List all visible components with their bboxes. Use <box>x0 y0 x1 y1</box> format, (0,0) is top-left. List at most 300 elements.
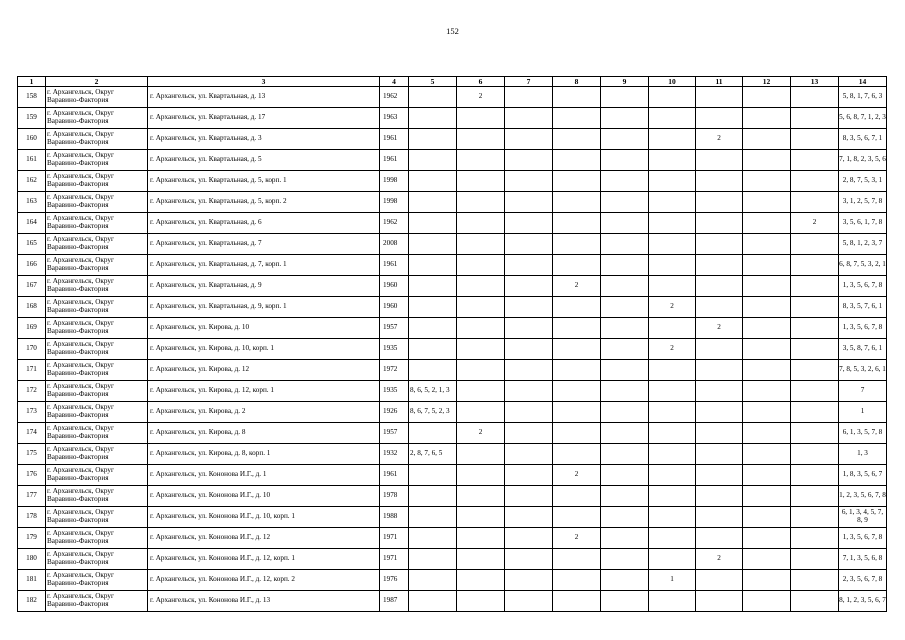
table-cell-col-12 <box>743 213 791 234</box>
table-cell-col-6 <box>457 171 505 192</box>
table-cell-col-3: г. Архангельск, ул. Квартальная, д. 7 <box>148 234 380 255</box>
table-cell-col-4: 1987 <box>380 591 409 612</box>
table-cell-col-3: г. Архангельск, ул. Квартальная, д. 5, корп. 1 <box>148 171 380 192</box>
table-cell-col-10 <box>649 171 696 192</box>
table-cell-col-12 <box>743 402 791 423</box>
table-cell-col-8 <box>553 486 601 507</box>
table-cell-col-5 <box>409 129 457 150</box>
table-cell-col-11 <box>696 192 743 213</box>
table-cell-col-1: 174 <box>18 423 46 444</box>
table-row <box>18 591 887 612</box>
table-cell-col-3: г. Архангельск, ул. Кононова И.Г., д. 10, корп. 1 <box>148 507 380 528</box>
table-cell-col-14: 6, 8, 7, 5, 3, 2, 1 <box>839 255 887 276</box>
table-cell-col-8 <box>553 234 601 255</box>
table-cell-col-6 <box>457 192 505 213</box>
table-cell-col-9 <box>601 528 649 549</box>
table-cell-col-12 <box>743 381 791 402</box>
table-cell-col-5 <box>409 297 457 318</box>
table-cell-col-3: г. Архангельск, ул. Квартальная, д. 5, корп. 2 <box>148 192 380 213</box>
table-cell-col-8: 2 <box>553 276 601 297</box>
table-cell-col-4: 1962 <box>380 213 409 234</box>
table-cell-col-11 <box>696 423 743 444</box>
table-cell-col-6 <box>457 255 505 276</box>
table-cell-col-8 <box>553 129 601 150</box>
table-cell-col-11 <box>696 591 743 612</box>
table-cell-col-2: г. Архангельск, Округ Варавино-Фактория <box>46 360 148 381</box>
table-cell-col-2: г. Архангельск, Округ Варавино-Фактория <box>46 465 148 486</box>
table-row <box>18 129 887 150</box>
table-cell-col-2: г. Архангельск, Округ Варавино-Фактория <box>46 591 148 612</box>
table-cell-col-13 <box>791 108 839 129</box>
table-cell-col-12 <box>743 108 791 129</box>
table-cell-col-12 <box>743 465 791 486</box>
table-row <box>18 360 887 381</box>
table-cell-col-8 <box>553 339 601 360</box>
table-cell-col-9 <box>601 108 649 129</box>
table-cell-col-12 <box>743 591 791 612</box>
table-cell-col-6 <box>457 150 505 171</box>
table-row <box>18 255 887 276</box>
table-cell-col-12 <box>743 339 791 360</box>
table-row <box>18 234 887 255</box>
table-cell-col-13 <box>791 87 839 108</box>
table-cell-col-6 <box>457 213 505 234</box>
table-cell-col-10 <box>649 129 696 150</box>
table-cell-col-13 <box>791 297 839 318</box>
table-cell-col-13 <box>791 570 839 591</box>
table-cell-col-3: г. Архангельск, ул. Квартальная, д. 9, корп. 1 <box>148 297 380 318</box>
table-cell-col-2: г. Архангельск, Округ Варавино-Фактория <box>46 255 148 276</box>
table-cell-col-14: 1 <box>839 402 887 423</box>
table-cell-col-1: 180 <box>18 549 46 570</box>
table-cell-col-3: г. Архангельск, ул. Квартальная, д. 13 <box>148 87 380 108</box>
table-cell-col-9 <box>601 87 649 108</box>
table-cell-col-5: 8, 6, 5, 2, 1, 3 <box>409 381 457 402</box>
table-cell-col-8 <box>553 297 601 318</box>
table-cell-col-13 <box>791 402 839 423</box>
table-cell-col-1: 182 <box>18 591 46 612</box>
table-cell-col-10 <box>649 150 696 171</box>
table-cell-col-5 <box>409 423 457 444</box>
table-cell-col-2: г. Архангельск, Округ Варавино-Фактория <box>46 108 148 129</box>
table-cell-col-14: 6, 1, 3, 5, 7, 8 <box>839 423 887 444</box>
table-cell-col-4: 1932 <box>380 444 409 465</box>
table-cell-col-6 <box>457 465 505 486</box>
table-cell-col-8: 2 <box>553 528 601 549</box>
table-row <box>18 297 887 318</box>
table-cell-col-9 <box>601 507 649 528</box>
table-body <box>18 87 887 612</box>
table-cell-col-7 <box>505 528 553 549</box>
table-cell-col-5 <box>409 528 457 549</box>
table-row <box>18 213 887 234</box>
table-cell-col-10 <box>649 276 696 297</box>
table-cell-col-13 <box>791 192 839 213</box>
table-cell-col-11 <box>696 171 743 192</box>
table-cell-col-12 <box>743 423 791 444</box>
table-cell-col-11 <box>696 360 743 381</box>
table-cell-col-1: 165 <box>18 234 46 255</box>
table-cell-col-14: 7 <box>839 381 887 402</box>
table-cell-col-8: 2 <box>553 465 601 486</box>
table-cell-col-13 <box>791 528 839 549</box>
table-cell-col-7 <box>505 549 553 570</box>
table-cell-col-4: 1935 <box>380 381 409 402</box>
table-cell-col-2: г. Архангельск, Округ Варавино-Фактория <box>46 423 148 444</box>
table-cell-col-14: 7, 1, 8, 2, 3, 5, 6 <box>839 150 887 171</box>
table-cell-col-13 <box>791 591 839 612</box>
table-cell-col-11: 2 <box>696 129 743 150</box>
table-cell-col-10 <box>649 213 696 234</box>
table-cell-col-7 <box>505 297 553 318</box>
table-cell-col-13: 2 <box>791 213 839 234</box>
column-header-4: 4 <box>380 77 409 87</box>
table-cell-col-9 <box>601 213 649 234</box>
table-cell-col-3: г. Архангельск, ул. Квартальная, д. 7, корп. 1 <box>148 255 380 276</box>
table-cell-col-7 <box>505 507 553 528</box>
table-cell-col-5 <box>409 360 457 381</box>
table-cell-col-4: 1961 <box>380 129 409 150</box>
table-cell-col-8 <box>553 402 601 423</box>
table-cell-col-7 <box>505 108 553 129</box>
table-cell-col-11 <box>696 213 743 234</box>
table-cell-col-12 <box>743 360 791 381</box>
table-cell-col-1: 159 <box>18 108 46 129</box>
table-cell-col-11 <box>696 465 743 486</box>
table-cell-col-2: г. Архангельск, Округ Варавино-Фактория <box>46 486 148 507</box>
page-number: 152 <box>446 26 459 36</box>
table-cell-col-6 <box>457 360 505 381</box>
table-cell-col-6 <box>457 549 505 570</box>
table-cell-col-10 <box>649 465 696 486</box>
table-cell-col-3: г. Архангельск, ул. Кононова И.Г., д. 1 <box>148 465 380 486</box>
table-cell-col-7 <box>505 591 553 612</box>
table-cell-col-2: г. Архангельск, Округ Варавино-Фактория <box>46 171 148 192</box>
table-cell-col-1: 161 <box>18 150 46 171</box>
table-cell-col-2: г. Архангельск, Округ Варавино-Фактория <box>46 381 148 402</box>
table-cell-col-13 <box>791 318 839 339</box>
table-cell-col-9 <box>601 381 649 402</box>
table-cell-col-12 <box>743 570 791 591</box>
table-cell-col-10 <box>649 87 696 108</box>
table-cell-col-9 <box>601 150 649 171</box>
table-cell-col-9 <box>601 318 649 339</box>
table-cell-col-2: г. Архангельск, Округ Варавино-Фактория <box>46 549 148 570</box>
table-cell-col-12 <box>743 192 791 213</box>
table-cell-col-13 <box>791 276 839 297</box>
table-cell-col-4: 1972 <box>380 360 409 381</box>
column-header-5: 5 <box>409 77 457 87</box>
table-cell-col-14: 6, 1, 3, 4, 5, 7, 8, 9 <box>839 507 887 528</box>
table-cell-col-5 <box>409 339 457 360</box>
table-cell-col-9 <box>601 255 649 276</box>
table-cell-col-1: 158 <box>18 87 46 108</box>
table-cell-col-14: 3, 1, 2, 5, 7, 8 <box>839 192 887 213</box>
table-cell-col-8 <box>553 108 601 129</box>
table-cell-col-6: 2 <box>457 423 505 444</box>
table-cell-col-12 <box>743 255 791 276</box>
table-cell-col-10 <box>649 444 696 465</box>
table-cell-col-12 <box>743 150 791 171</box>
table-cell-col-14: 1, 8, 3, 5, 6, 7 <box>839 465 887 486</box>
table-cell-col-13 <box>791 486 839 507</box>
table-cell-col-2: г. Архангельск, Округ Варавино-Фактория <box>46 339 148 360</box>
table-cell-col-14: 8, 1, 2, 3, 5, 6, 7 <box>839 591 887 612</box>
column-header-9: 9 <box>601 77 649 87</box>
table-cell-col-9 <box>601 360 649 381</box>
table-cell-col-9 <box>601 339 649 360</box>
table-cell-col-3: г. Архангельск, ул. Квартальная, д. 5 <box>148 150 380 171</box>
table-cell-col-11 <box>696 339 743 360</box>
table-cell-col-9 <box>601 129 649 150</box>
table-cell-col-4: 1957 <box>380 318 409 339</box>
table-row <box>18 444 887 465</box>
table-cell-col-13 <box>791 465 839 486</box>
table-row <box>18 423 887 444</box>
table-cell-col-2: г. Архангельск, Округ Варавино-Фактория <box>46 213 148 234</box>
table-cell-col-9 <box>601 234 649 255</box>
table-cell-col-14: 2, 8, 7, 5, 3, 1 <box>839 171 887 192</box>
table-cell-col-4: 1971 <box>380 549 409 570</box>
table-cell-col-4: 1976 <box>380 570 409 591</box>
table-cell-col-4: 1962 <box>380 87 409 108</box>
table-row <box>18 402 887 423</box>
table-row <box>18 570 887 591</box>
table-cell-col-8 <box>553 255 601 276</box>
table-cell-col-9 <box>601 465 649 486</box>
table-cell-col-4: 1971 <box>380 528 409 549</box>
table-cell-col-5 <box>409 213 457 234</box>
table-cell-col-11 <box>696 402 743 423</box>
table-cell-col-4: 1961 <box>380 465 409 486</box>
table-cell-col-10 <box>649 108 696 129</box>
table-row <box>18 171 887 192</box>
column-header-7: 7 <box>505 77 553 87</box>
column-header-2: 2 <box>46 77 148 87</box>
table-cell-col-9 <box>601 423 649 444</box>
table-cell-col-5 <box>409 192 457 213</box>
table-cell-col-7 <box>505 87 553 108</box>
table-cell-col-6 <box>457 276 505 297</box>
table-cell-col-8 <box>553 318 601 339</box>
table-cell-col-5 <box>409 549 457 570</box>
table-cell-col-5 <box>409 234 457 255</box>
table-cell-col-2: г. Архангельск, Округ Варавино-Фактория <box>46 297 148 318</box>
table-cell-col-11: 2 <box>696 318 743 339</box>
table-cell-col-9 <box>601 276 649 297</box>
table-cell-col-14: 7, 1, 3, 5, 6, 8 <box>839 549 887 570</box>
table-cell-col-2: г. Архангельск, Округ Варавино-Фактория <box>46 444 148 465</box>
table-cell-col-6 <box>457 444 505 465</box>
table-cell-col-14: 1, 2, 3, 5, 6, 7, 8 <box>839 486 887 507</box>
table-cell-col-1: 173 <box>18 402 46 423</box>
table-cell-col-6 <box>457 528 505 549</box>
table-cell-col-3: г. Архангельск, ул. Кирова, д. 2 <box>148 402 380 423</box>
table-cell-col-2: г. Архангельск, Округ Варавино-Фактория <box>46 402 148 423</box>
table-cell-col-13 <box>791 381 839 402</box>
table-cell-col-11 <box>696 444 743 465</box>
table-cell-col-4: 1960 <box>380 276 409 297</box>
table-header-row <box>18 77 887 87</box>
table-cell-col-1: 170 <box>18 339 46 360</box>
table-cell-col-8 <box>553 381 601 402</box>
table-cell-col-7 <box>505 171 553 192</box>
table-cell-col-7 <box>505 486 553 507</box>
table-cell-col-12 <box>743 528 791 549</box>
table-cell-col-3: г. Архангельск, ул. Кононова И.Г., д. 10 <box>148 486 380 507</box>
table-cell-col-14: 2, 3, 5, 6, 7, 8 <box>839 570 887 591</box>
table-cell-col-1: 167 <box>18 276 46 297</box>
table-cell-col-11 <box>696 381 743 402</box>
table-cell-col-7 <box>505 360 553 381</box>
table-row <box>18 528 887 549</box>
table-cell-col-6 <box>457 507 505 528</box>
table-row <box>18 465 887 486</box>
table-cell-col-13 <box>791 234 839 255</box>
table-cell-col-8 <box>553 150 601 171</box>
table-cell-col-6: 2 <box>457 87 505 108</box>
table-cell-col-10 <box>649 423 696 444</box>
table-cell-col-5: 8, 6, 7, 5, 2, 3 <box>409 402 457 423</box>
table-cell-col-13 <box>791 150 839 171</box>
table-cell-col-1: 178 <box>18 507 46 528</box>
table-cell-col-13 <box>791 255 839 276</box>
table-cell-col-3: г. Архангельск, ул. Квартальная, д. 17 <box>148 108 380 129</box>
table-cell-col-2: г. Архангельск, Округ Варавино-Фактория <box>46 507 148 528</box>
table-cell-col-14: 8, 3, 5, 7, 6, 1 <box>839 297 887 318</box>
column-header-1: 1 <box>18 77 46 87</box>
table-cell-col-7 <box>505 444 553 465</box>
table-cell-col-9 <box>601 402 649 423</box>
table-cell-col-2: г. Архангельск, Округ Варавино-Фактория <box>46 528 148 549</box>
table-cell-col-10 <box>649 402 696 423</box>
table-row <box>18 150 887 171</box>
table-cell-col-5 <box>409 591 457 612</box>
table-row <box>18 507 887 528</box>
table-cell-col-8 <box>553 360 601 381</box>
table-cell-col-1: 177 <box>18 486 46 507</box>
table-cell-col-13 <box>791 423 839 444</box>
table-cell-col-3: г. Архангельск, ул. Кононова И.Г., д. 12, корп. 2 <box>148 570 380 591</box>
table-cell-col-6 <box>457 381 505 402</box>
table-cell-col-6 <box>457 339 505 360</box>
table-cell-col-1: 179 <box>18 528 46 549</box>
table-cell-col-3: г. Архангельск, ул. Кононова И.Г., д. 12 <box>148 528 380 549</box>
table-cell-col-3: г. Архангельск, ул. Квартальная, д. 6 <box>148 213 380 234</box>
table-cell-col-6 <box>457 129 505 150</box>
table-cell-col-14: 8, 3, 5, 6, 7, 1 <box>839 129 887 150</box>
table-cell-col-12 <box>743 444 791 465</box>
column-header-10: 10 <box>649 77 696 87</box>
table-cell-col-2: г. Архангельск, Округ Варавино-Фактория <box>46 318 148 339</box>
column-header-6: 6 <box>457 77 505 87</box>
table-cell-col-9 <box>601 444 649 465</box>
table-cell-col-4: 1961 <box>380 255 409 276</box>
table-cell-col-6 <box>457 318 505 339</box>
table-cell-col-12 <box>743 318 791 339</box>
table-cell-col-7 <box>505 276 553 297</box>
table-cell-col-1: 162 <box>18 171 46 192</box>
table-row <box>18 192 887 213</box>
table-cell-col-10: 1 <box>649 570 696 591</box>
table-cell-col-7 <box>505 570 553 591</box>
table-cell-col-12 <box>743 507 791 528</box>
table-cell-col-11 <box>696 87 743 108</box>
table-cell-col-10 <box>649 486 696 507</box>
table-cell-col-13 <box>791 507 839 528</box>
table-cell-col-1: 160 <box>18 129 46 150</box>
table-row <box>18 276 887 297</box>
table-cell-col-5 <box>409 465 457 486</box>
table-cell-col-2: г. Архангельск, Округ Варавино-Фактория <box>46 129 148 150</box>
table-cell-col-14: 7, 8, 5, 3, 2, 6, 1 <box>839 360 887 381</box>
table-cell-col-3: г. Архангельск, ул. Кононова И.Г., д. 13 <box>148 591 380 612</box>
column-header-11: 11 <box>696 77 743 87</box>
table-cell-col-9 <box>601 591 649 612</box>
table-cell-col-10: 2 <box>649 297 696 318</box>
column-header-13: 13 <box>791 77 839 87</box>
table-cell-col-7 <box>505 192 553 213</box>
table-cell-col-5 <box>409 507 457 528</box>
table-cell-col-5: 2, 8, 7, 6, 5 <box>409 444 457 465</box>
table-cell-col-8 <box>553 213 601 234</box>
table-cell-col-3: г. Архангельск, ул. Кирова, д. 8, корп. 1 <box>148 444 380 465</box>
table-cell-col-7 <box>505 213 553 234</box>
table-cell-col-8 <box>553 591 601 612</box>
table-cell-col-9 <box>601 297 649 318</box>
table-cell-col-10 <box>649 192 696 213</box>
table-cell-col-14: 3, 5, 6, 1, 7, 8 <box>839 213 887 234</box>
table-cell-col-13 <box>791 129 839 150</box>
table-cell-col-7 <box>505 381 553 402</box>
table-cell-col-11 <box>696 108 743 129</box>
table-cell-col-8 <box>553 171 601 192</box>
table-cell-col-11 <box>696 486 743 507</box>
table-cell-col-4: 1926 <box>380 402 409 423</box>
table-cell-col-10: 2 <box>649 339 696 360</box>
register-table <box>17 76 887 612</box>
table-cell-col-4: 1998 <box>380 192 409 213</box>
table-cell-col-2: г. Архангельск, Округ Варавино-Фактория <box>46 570 148 591</box>
table-cell-col-9 <box>601 486 649 507</box>
table-cell-col-4: 1998 <box>380 171 409 192</box>
table-cell-col-1: 175 <box>18 444 46 465</box>
table-row <box>18 108 887 129</box>
table-cell-col-5 <box>409 276 457 297</box>
table-cell-col-5 <box>409 108 457 129</box>
table-cell-col-6 <box>457 402 505 423</box>
table-cell-col-14: 1, 3 <box>839 444 887 465</box>
table-row <box>18 87 887 108</box>
table-cell-col-10 <box>649 360 696 381</box>
table-cell-col-4: 2008 <box>380 234 409 255</box>
table-cell-col-2: г. Архангельск, Округ Варавино-Фактория <box>46 276 148 297</box>
table-cell-col-2: г. Архангельск, Округ Варавино-Фактория <box>46 234 148 255</box>
table-cell-col-4: 1957 <box>380 423 409 444</box>
table-cell-col-10 <box>649 528 696 549</box>
table-cell-col-9 <box>601 171 649 192</box>
table-cell-col-2: г. Архангельск, Округ Варавино-Фактория <box>46 150 148 171</box>
table-row <box>18 339 887 360</box>
table-cell-col-7 <box>505 465 553 486</box>
table-cell-col-12 <box>743 234 791 255</box>
table-cell-col-6 <box>457 591 505 612</box>
table-cell-col-10 <box>649 381 696 402</box>
table-cell-col-3: г. Архангельск, ул. Кирова, д. 10 <box>148 318 380 339</box>
table-cell-col-4: 1960 <box>380 297 409 318</box>
table-cell-col-7 <box>505 150 553 171</box>
table-cell-col-7 <box>505 234 553 255</box>
